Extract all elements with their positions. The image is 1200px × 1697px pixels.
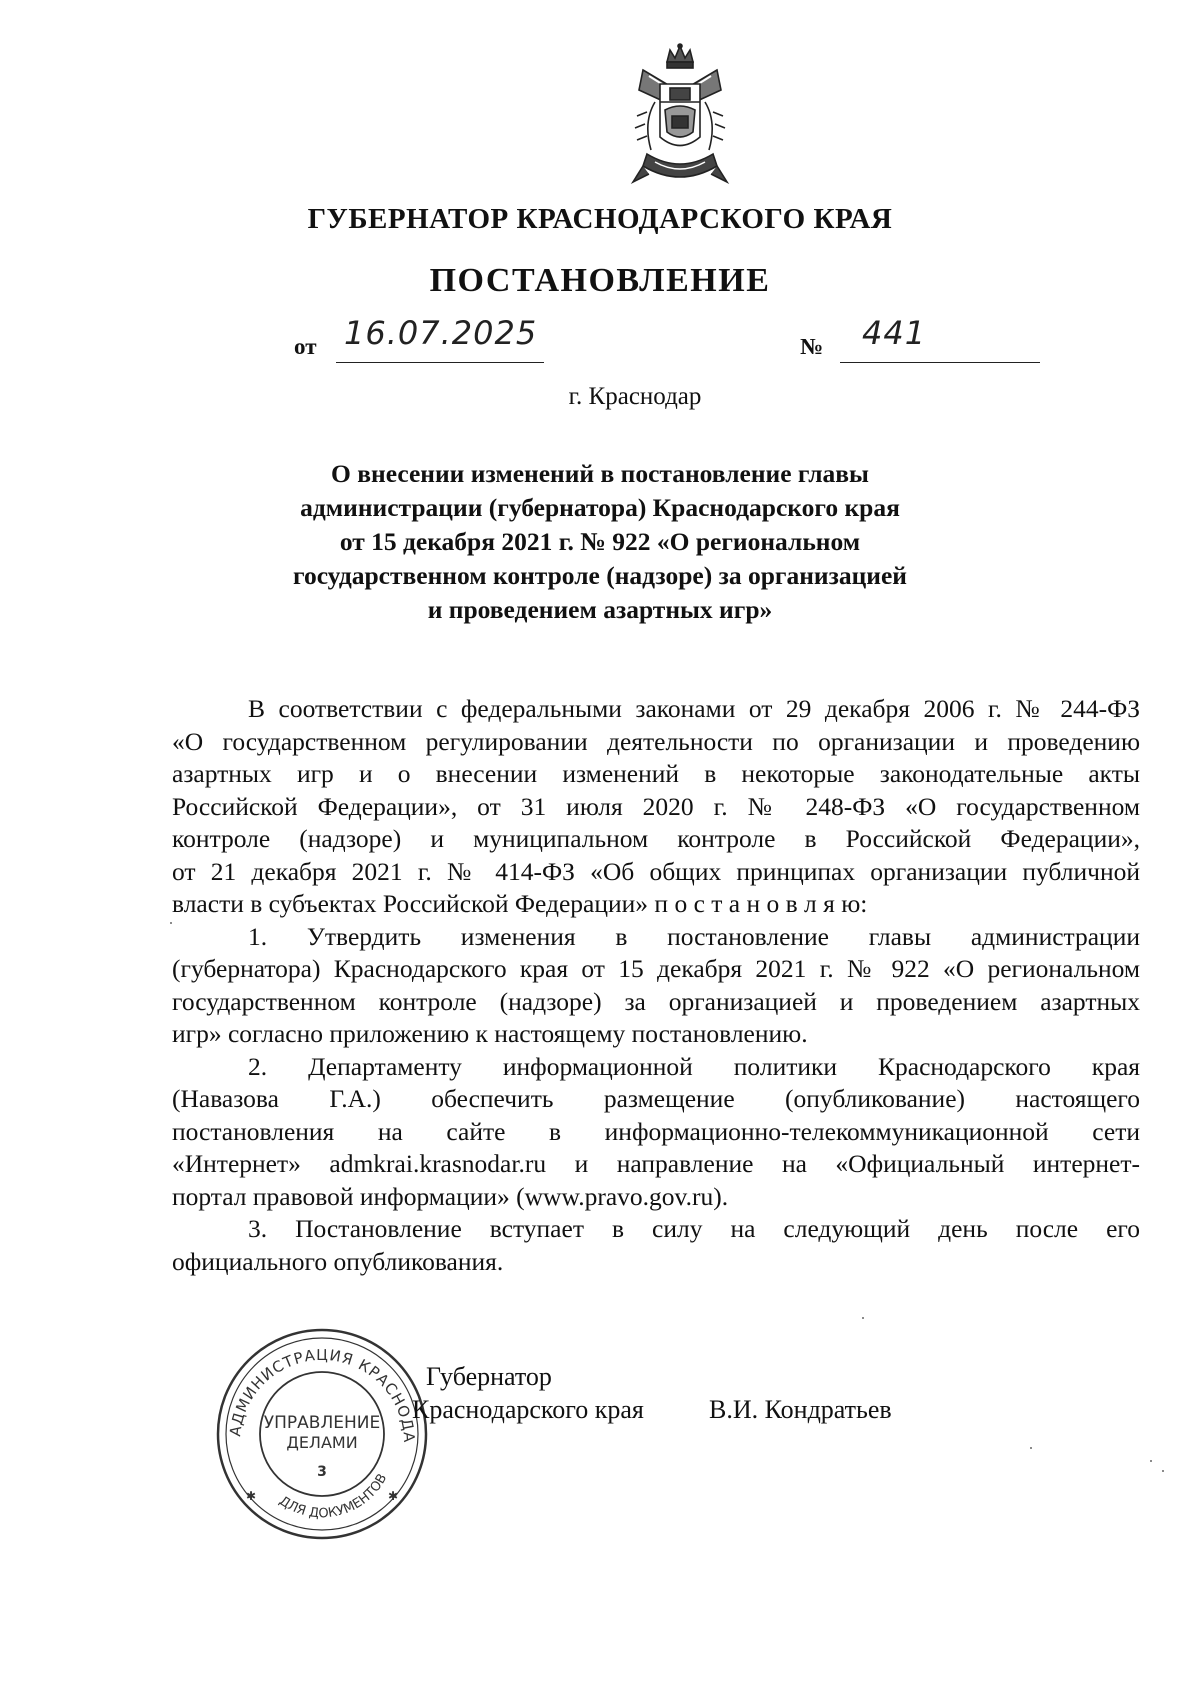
body-line: (губернатора) Краснодарского края от 15 декабря 2021 г. № 922 «О региональном — [172, 954, 1140, 983]
seal-ring-text: АДМИНИСТРАЦИЯ КРАСНОДА — [226, 1345, 419, 1444]
body-line: «О государственном регулировании деятельности по организации и проведению — [172, 726, 1140, 756]
date-prefix: от — [294, 334, 317, 359]
signatory-name: В.И. Кондратьев — [709, 1395, 892, 1424]
seal-bottom-text: ДЛЯ ДОКУМЕНТОВ — [276, 1471, 391, 1522]
document-type-title: ПОСТАНОВЛЕНИЕ — [429, 262, 771, 299]
scan-speck — [1162, 1470, 1164, 1472]
body-line: от 21 декабря 2021 г. № 414-ФЗ «Об общих принципах организации публичной — [172, 856, 1140, 886]
document-body — [172, 693, 1140, 1278]
body-line: «Интернет» admkrai.krasnodar.ru и направление на «Официальный интернет- — [172, 1149, 1140, 1178]
scan-speck — [862, 1317, 864, 1319]
body-line: постановления на сайте в информационно-телекоммуникационной сети — [172, 1116, 1140, 1146]
number-prefix: № — [800, 334, 824, 359]
body-line: 3. Постановление вступает в силу на следующий день после его — [248, 1214, 1140, 1243]
subject-line: от 15 декабря 2021 г. № 922 «О региональном — [339, 527, 861, 556]
scan-speck — [1150, 1460, 1152, 1462]
subject-line: и проведением азартных игр» — [427, 595, 773, 624]
body-line: азартных игр и о внесении изменений в некоторые законодательные акты — [172, 759, 1140, 788]
body-line: контроле (надзоре) и муниципальном контроле в Российской Федерации», — [172, 824, 1140, 853]
city-line — [0, 383, 1200, 411]
subject-line: администрации (губернатора) Краснодарского края — [300, 493, 900, 522]
issuing-authority: ГУБЕРНАТОР КРАСНОДАРСКОГО КРАЯ — [307, 203, 893, 235]
seal-star-icon: ✱ — [388, 1489, 399, 1503]
handwritten-date: 16.07.2025 — [344, 314, 538, 352]
official-seal — [212, 1324, 432, 1544]
scan-speck — [1030, 1447, 1032, 1449]
body-line: игр» согласно приложению к настоящему постановлению. — [172, 1019, 808, 1048]
scan-speck — [170, 922, 172, 924]
document-subject — [0, 457, 1200, 627]
signatory-title-line: Губернатор — [426, 1362, 552, 1391]
date-field — [336, 314, 544, 363]
subject-line: государственном контроле (надзоре) за организацией — [293, 561, 907, 590]
body-line: государственном контроле (надзоре) за организацией и проведением азартных — [172, 986, 1140, 1016]
number-field — [840, 314, 1040, 363]
body-line: Российской Федерации», от 31 июля 2020 г. № 248-ФЗ «О государственном — [172, 791, 1140, 821]
body-line: 2. Департаменту информационной политики Краснодарского края — [248, 1051, 1140, 1081]
body-line: (Навазова Г.А.) обеспечить размещение (опубликование) настоящего — [172, 1084, 1140, 1113]
coat-of-arms-emblem — [625, 42, 735, 192]
city: г. Краснодар — [568, 383, 702, 410]
seal-center-line-2: ДЕЛАМИ — [286, 1433, 358, 1452]
body-line: 1. Утвердить изменения в постановление главы администрации — [248, 921, 1140, 951]
signatory-title — [412, 1360, 644, 1426]
seal-number: 3 — [317, 1464, 327, 1480]
body-line: официального опубликования. — [172, 1246, 504, 1276]
subject-line: О внесении изменений в постановление главы — [331, 459, 869, 488]
body-line: В соответствии с федеральными законами от 29 декабря 2006 г. № 244-ФЗ — [248, 694, 1140, 723]
signatory-title-line: Краснодарского края — [412, 1395, 644, 1424]
handwritten-number: 441 — [862, 314, 927, 352]
seal-star-icon: ✱ — [246, 1489, 257, 1503]
body-line: портал правовой информации» (www.pravo.gov.ru). — [172, 1181, 729, 1211]
seal-center-line-1: УПРАВЛЕНИЕ — [263, 1413, 381, 1433]
body-line: власти в субъектах Российской Федерации» п о с т а н о в л я ю: — [172, 889, 868, 918]
